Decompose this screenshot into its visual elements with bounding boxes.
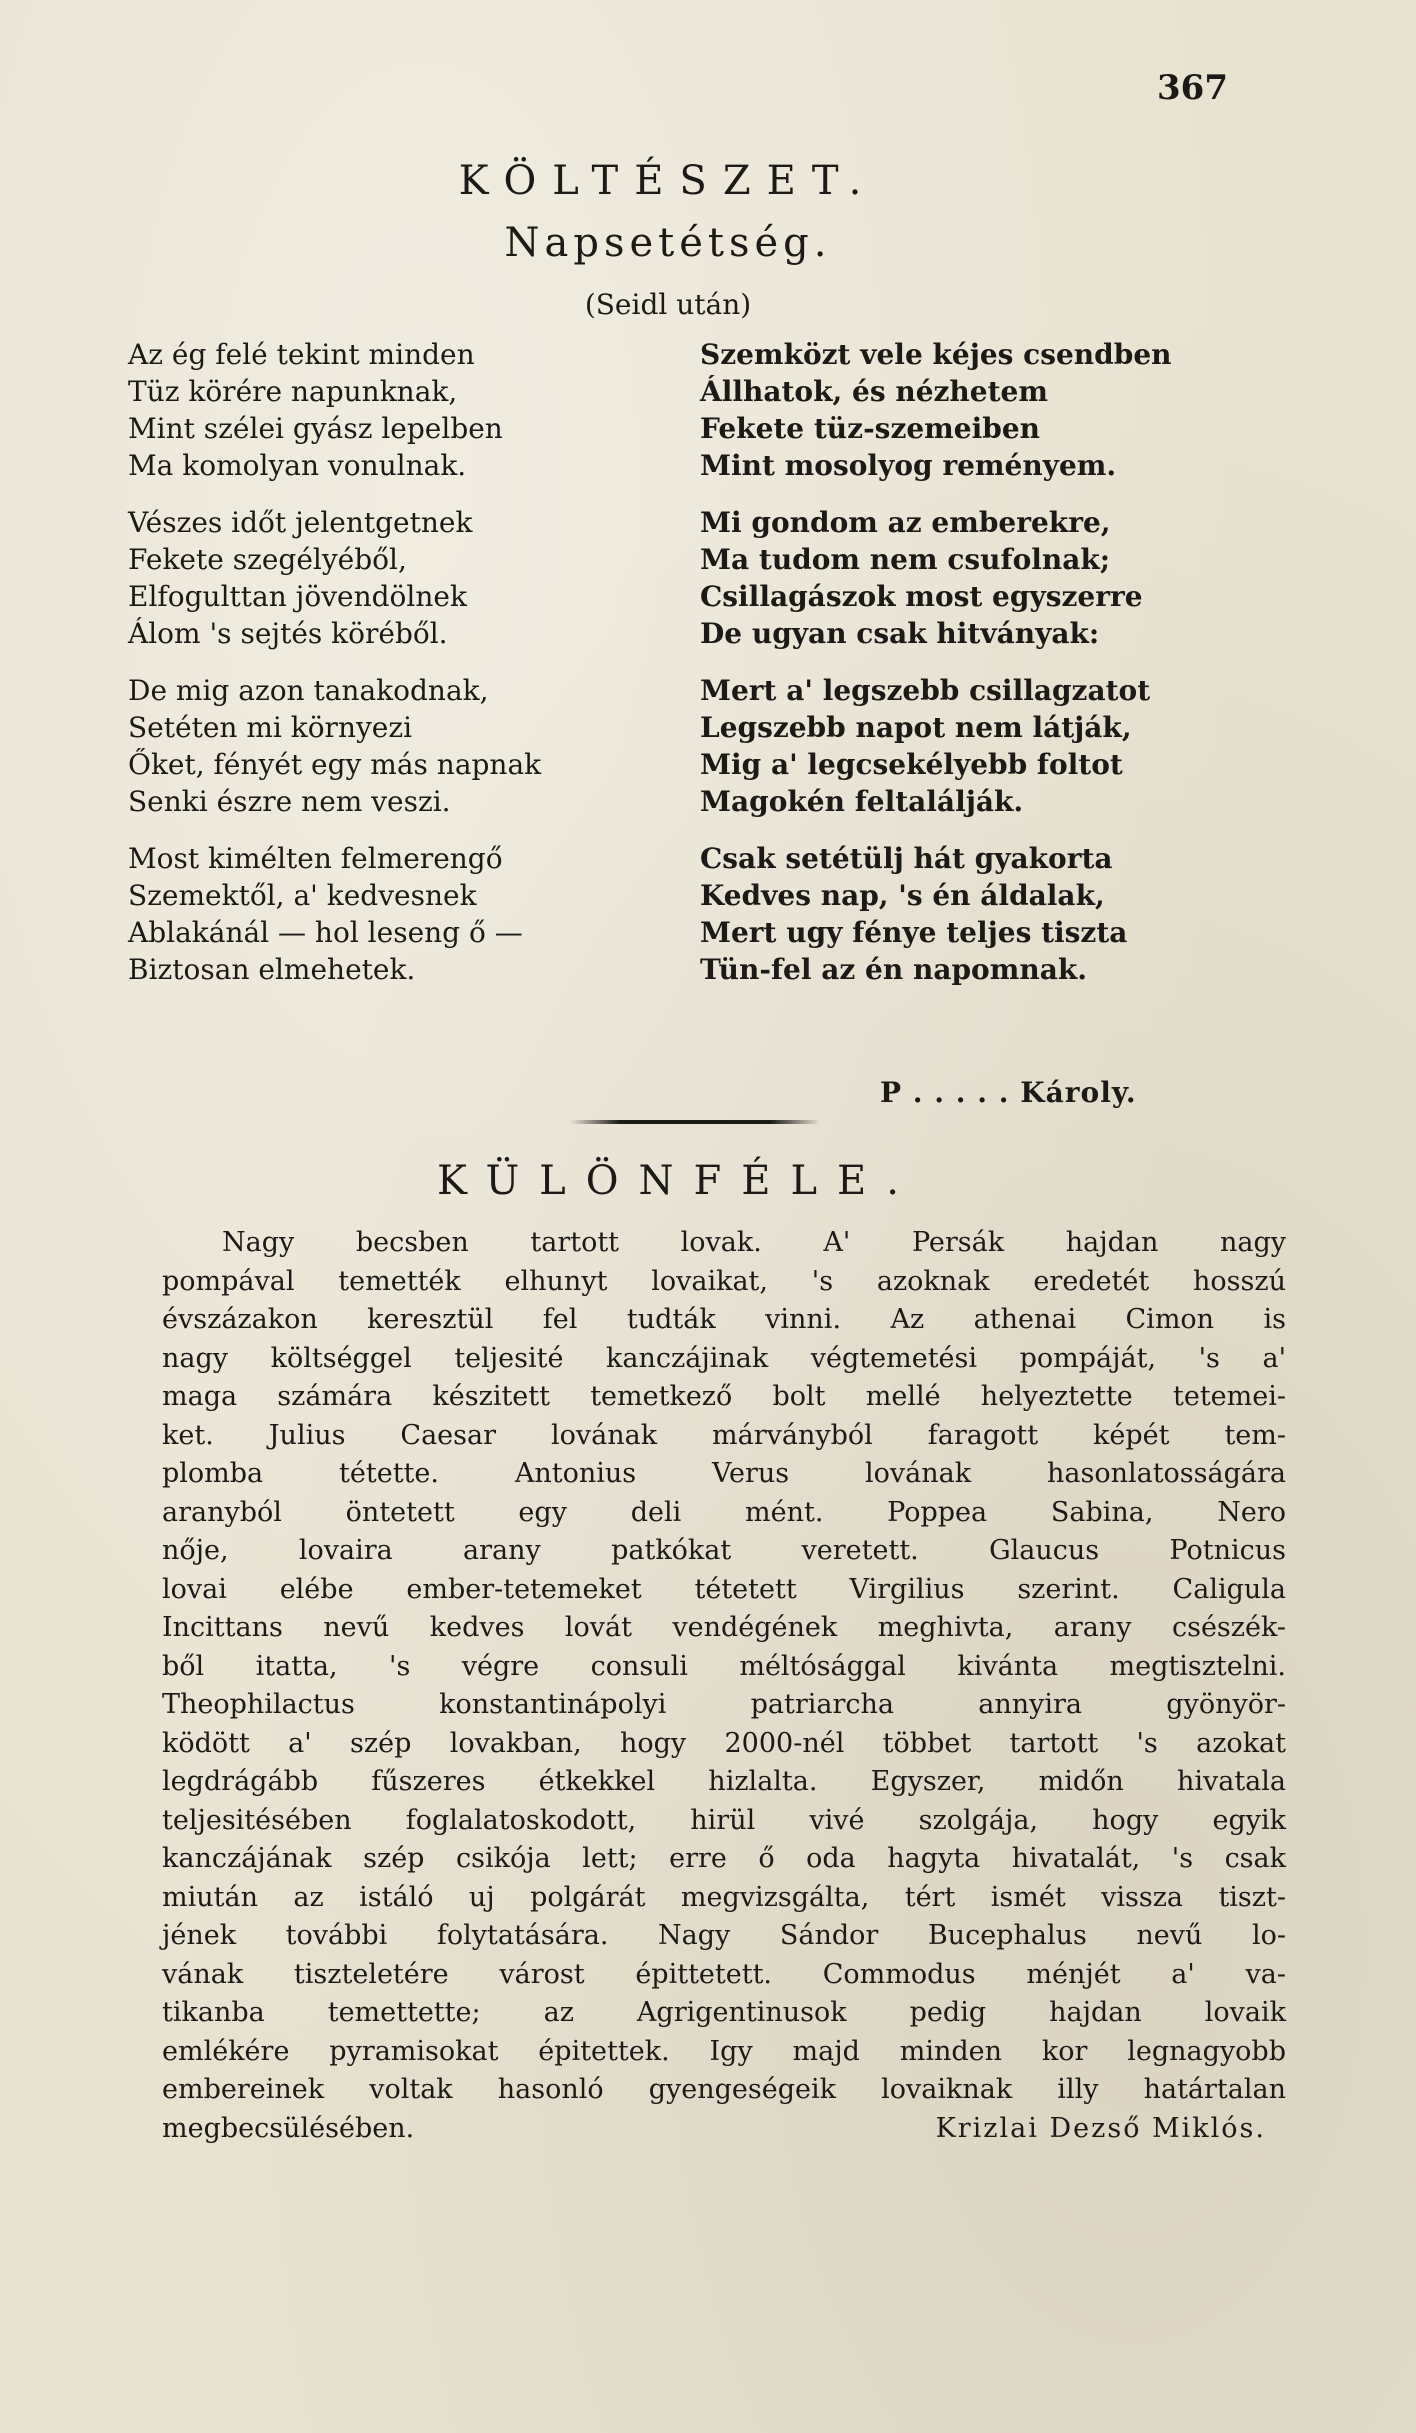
article-line: Nagy becsben tartott lovak. A' Persák hajdan nagy	[222, 1227, 1286, 1258]
article-line: aranyból öntetett egy deli mént. Poppea Sabina, Nero	[162, 1496, 1286, 1528]
article-line: ből itatta, 's végre consuli méltósággal kivánta megtisztelni.	[162, 1650, 1286, 1682]
article-line-end: megbecsülésében.	[162, 2112, 415, 2144]
article-line: vának tiszteletére várost épittetett. Commodus ménjét a' va-	[162, 1958, 1286, 1990]
poem-stanza	[700, 672, 1260, 820]
poem-line: Ma komolyan vonulnak.	[128, 449, 467, 482]
poem-line: Szemektől, a' kedvesnek	[128, 879, 477, 912]
poem-stanza	[700, 840, 1260, 988]
poem-line: Ma tudom nem csufolnak;	[700, 543, 1111, 576]
poem-line: Kedves nap, 's én áldalak,	[700, 879, 1105, 912]
poem-left-column	[128, 336, 688, 1008]
article-line: lovai elébe ember-tetemeket tétetett Virgilius szerint. Caligula	[162, 1573, 1286, 1605]
article-line: tikanba temettette; az Agrigentinusok pedig hajdan lovaik	[162, 1997, 1286, 2028]
article-body	[162, 1224, 1286, 2148]
poem-line: Mert ugy fénye teljes tiszta	[700, 916, 1128, 949]
article-line: jének további folytatására. Nagy Sándor Bucephalus nevű lo-	[162, 1920, 1286, 1951]
poem-stanza	[128, 840, 688, 988]
article-line: plomba tétette. Antonius Verus lovának hasonlatosságára	[162, 1458, 1286, 1489]
article-line: miután az istáló uj polgárát megvizsgálta, tért ismét vissza tiszt-	[162, 1881, 1286, 1913]
poem-title: Napsetétség.	[504, 220, 832, 266]
article-line: emlékére pyramisokat épitettek. Igy majd minden kor legnagyobb	[162, 2035, 1286, 2067]
poem-line: Mig a' legcsekélyebb foltot	[700, 748, 1123, 781]
poem-line: Mint szélei gyász lepelben	[128, 412, 503, 445]
article-line: Incittans nevű kedves lovát vendégének meghivta, arany csészék-	[162, 1612, 1286, 1643]
section-divider	[570, 1120, 820, 1124]
poem-line: Őket, fényét egy más napnak	[128, 748, 542, 781]
poem-stanza	[128, 336, 688, 484]
article-line: nője, lovaira arany patkókat veretett. Glaucus Potnicus	[162, 1535, 1286, 1566]
article-line: nagy költséggel teljesité kanczájinak végtemetési pompáját, 's a'	[162, 1342, 1286, 1374]
poem-line: Senki észre nem veszi.	[128, 785, 451, 818]
poem-line: Setéten mi környezi	[128, 711, 413, 744]
poem-line: De mig azon tanakodnak,	[128, 674, 489, 707]
poem-line: Tün-fel az én napomnak.	[700, 953, 1087, 986]
poem-line: Tüz körére napunknak,	[128, 375, 458, 408]
poem-stanza	[700, 336, 1260, 484]
page-number: 367	[1157, 68, 1228, 108]
article-line: maga számára készitett temetkező bolt mellé helyeztette tetemei-	[162, 1381, 1286, 1412]
poem-stanza	[128, 672, 688, 820]
article-line: legdrágább fűszeres étkekkel hizlalta. Egyszer, midőn hivatala	[162, 1766, 1286, 1797]
poem-line: Csak setétülj hát gyakorta	[700, 842, 1113, 875]
article-signature: Krizlai Dezső Miklós.	[935, 2112, 1266, 2144]
poem-line: Ablakánál — hol leseng ő —	[128, 916, 523, 949]
poem-line: Mert a' legszebb csillagzatot	[700, 674, 1151, 707]
article-line: Theophilactus konstantinápolyi patriarcha annyira gyönyör-	[162, 1689, 1286, 1720]
poem-line: Vészes időt jelentgetnek	[128, 506, 473, 539]
poem-line: Fekete szegélyéből,	[128, 543, 407, 576]
poem-line: Biztosan elmehetek.	[128, 953, 416, 986]
poem-line: Mint mosolyog reményem.	[700, 449, 1117, 482]
article-line: évszázakon keresztül fel tudták vinni. Az athenai Cimon is	[162, 1304, 1286, 1335]
article-last-line	[162, 2110, 1286, 2149]
poem-right-column	[700, 336, 1260, 1008]
article-line: pompával temették elhunyt lovaikat, 's azoknak eredetét hosszú	[162, 1265, 1286, 1297]
article-line: ködött a' szép lovakban, hogy 2000-nél többet tartott 's azokat	[162, 1727, 1286, 1759]
poem-line: Elfogulttan jövendölnek	[128, 580, 467, 613]
section-title-misc: KÜLÖNFÉLE.	[437, 1158, 919, 1204]
article-line: ket. Julius Caesar lovának márványból faragott képét tem-	[162, 1419, 1286, 1451]
poem-stanza	[700, 504, 1260, 652]
poem-subtitle: (Seidl után)	[584, 288, 752, 321]
article-line: kanczájának szép csikója lett; erre ő oda hagyta hivatalát, 's csak	[162, 1843, 1286, 1874]
poem-line: Fekete tüz-szemeiben	[700, 412, 1040, 445]
poem-line: Magokén feltalálják.	[700, 785, 1024, 818]
poem-line: Állhatok, és nézhetem	[700, 375, 1048, 408]
poem-line: Csillagászok most egyszerre	[700, 580, 1143, 613]
poem-line: De ugyan csak hitványak:	[700, 617, 1100, 650]
poem-stanza	[128, 504, 688, 652]
poem-signature: P . . . . . Károly.	[880, 1076, 1137, 1109]
poem-line: Mi gondom az emberekre,	[700, 506, 1111, 539]
poem-line: Szemközt vele kéjes csendben	[700, 338, 1172, 371]
poem-line: Az ég felé tekint minden	[128, 338, 475, 371]
poem-line: Most kimélten felmerengő	[128, 842, 503, 875]
article-line: embereinek voltak hasonló gyengeségeik lovaiknak illy határtalan	[162, 2074, 1286, 2105]
section-title-poetry: KÖLTÉSZET.	[458, 158, 878, 204]
article-line: teljesitésében foglalatoskodott, hirül vivé szolgája, hogy egyik	[162, 1804, 1286, 1836]
poem-line: Álom 's sejtés köréből.	[128, 617, 448, 650]
poem-line: Legszebb napot nem látják,	[700, 711, 1132, 744]
